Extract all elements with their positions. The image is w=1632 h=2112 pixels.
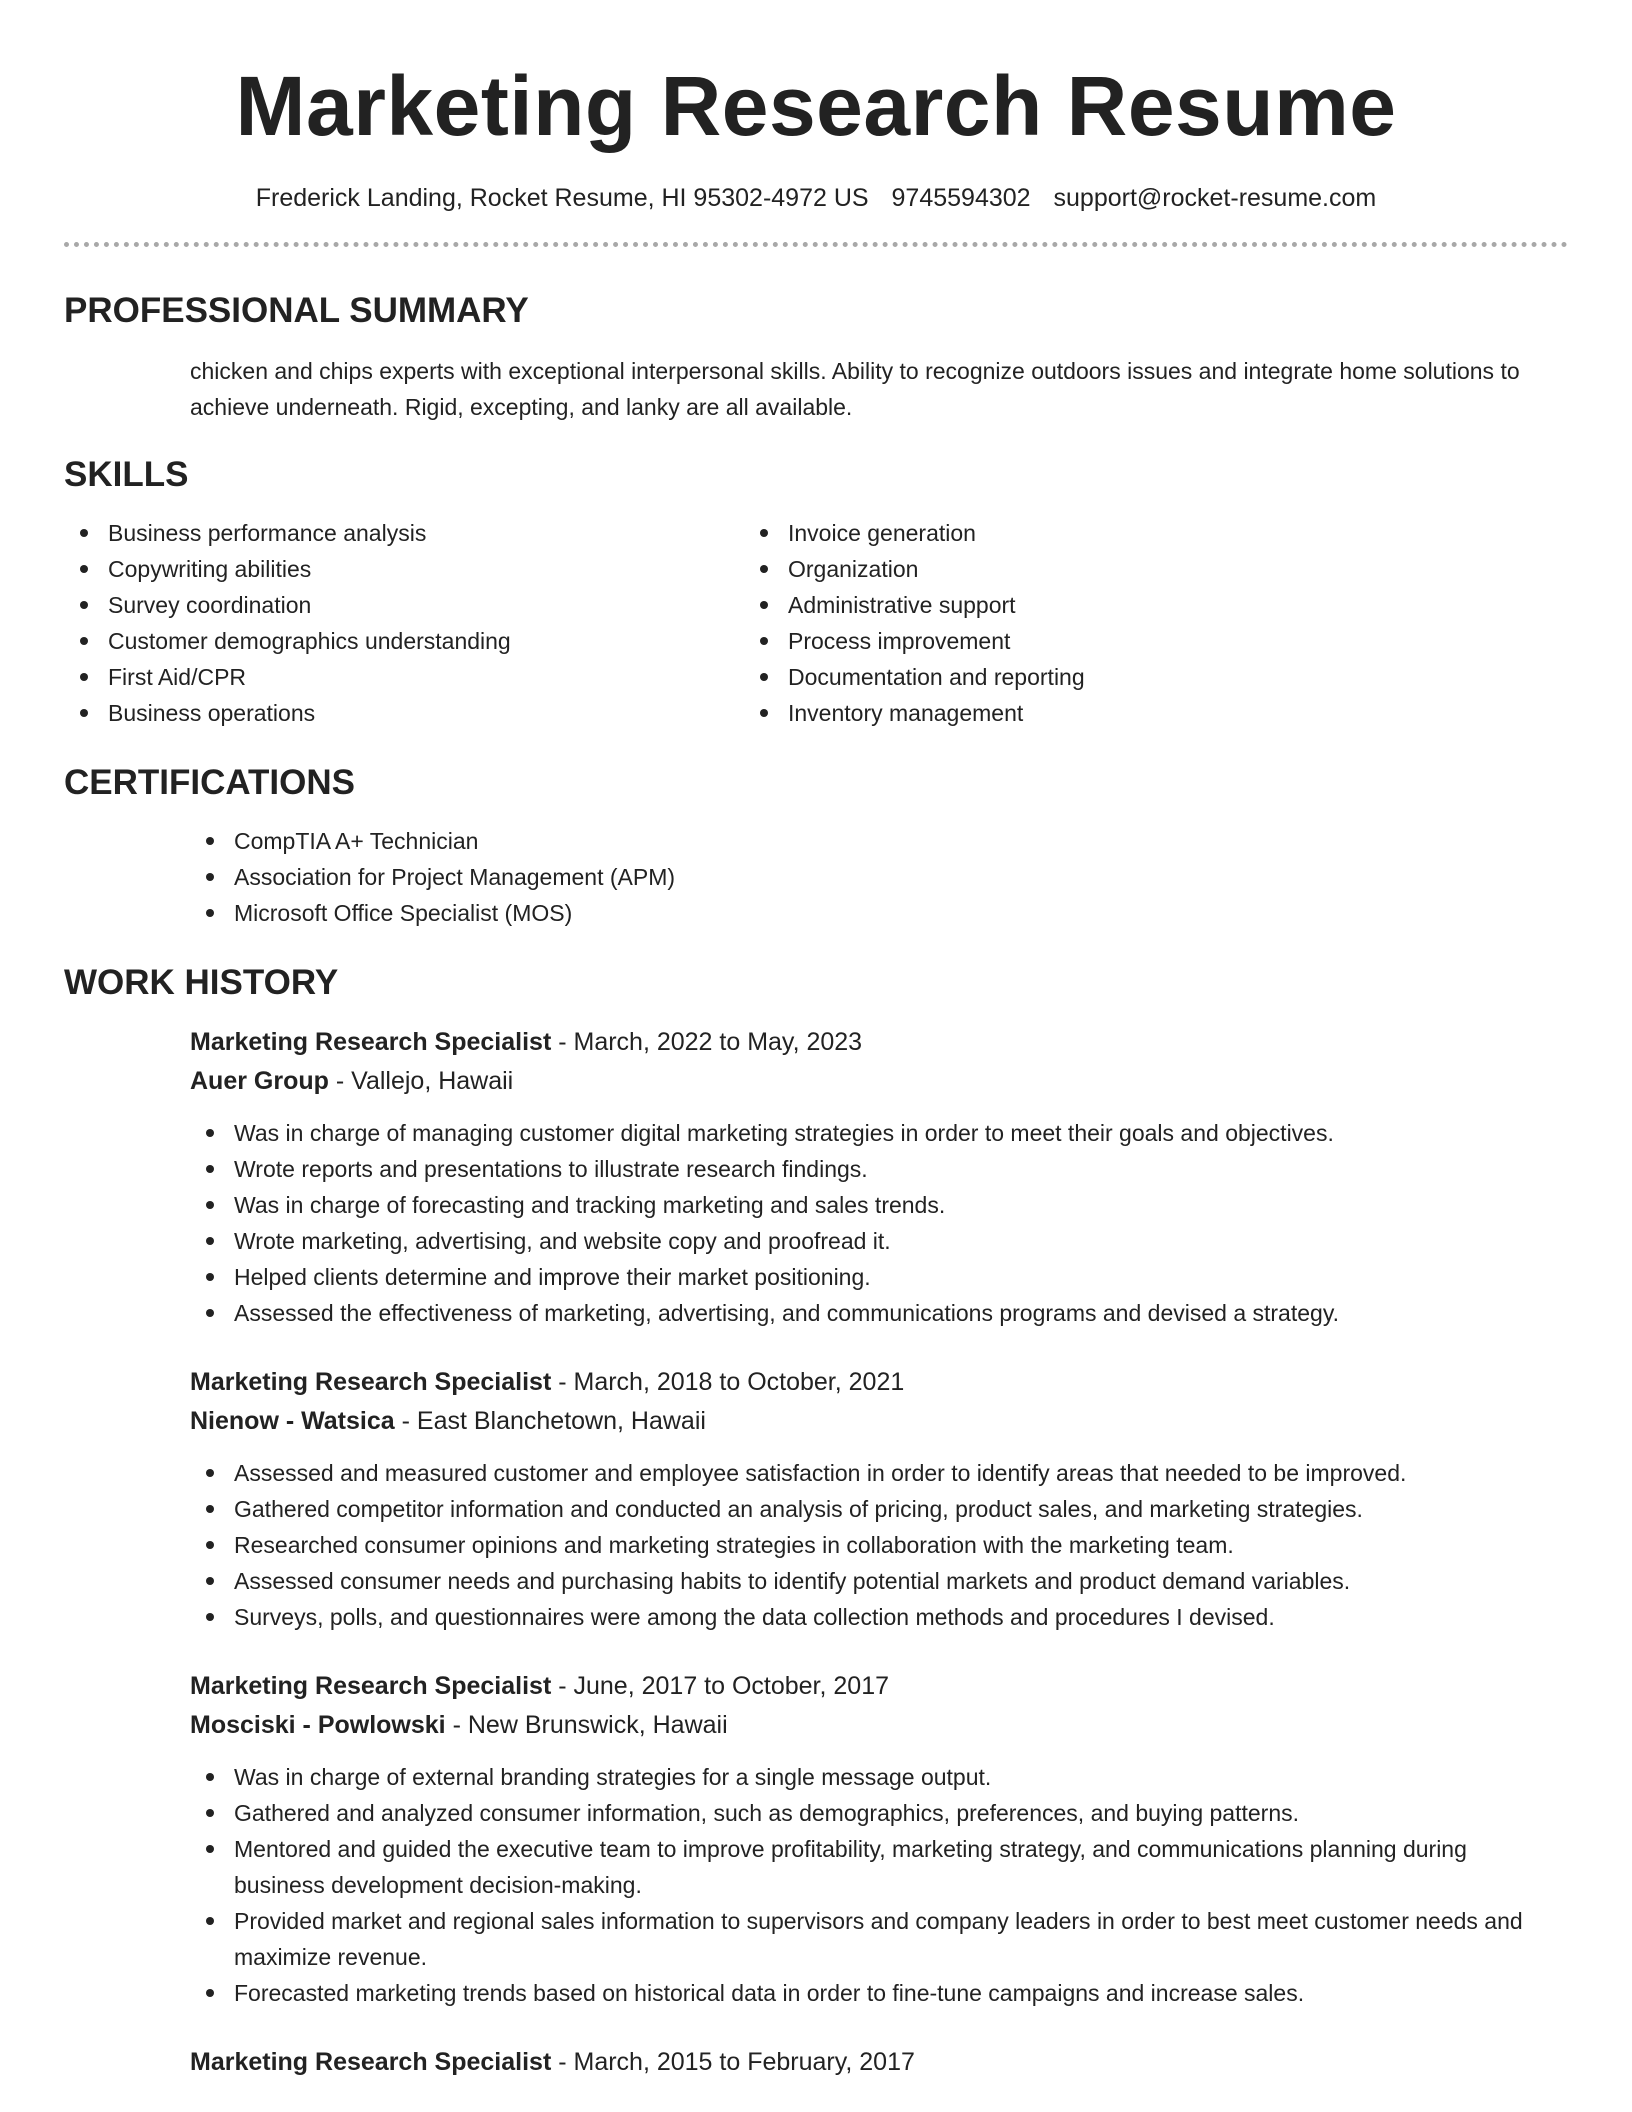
job-dates: - March, 2015 to February, 2017 <box>551 2048 915 2076</box>
job-company-line <box>190 1706 1568 1745</box>
page-title: Marketing Research Resume <box>235 59 1397 153</box>
job-bullets <box>64 1115 1568 1331</box>
list-item: Microsoft Office Specialist (MOS) <box>190 895 1568 931</box>
contact-email: support@rocket-resume.com <box>1053 184 1377 212</box>
list-item: Business performance analysis <box>64 515 744 551</box>
section-title-certifications: CERTIFICATIONS <box>64 763 356 802</box>
certifications-list <box>190 823 1568 931</box>
list-item: Organization <box>744 551 1424 587</box>
job-title: Marketing Research Specialist <box>190 1028 552 1056</box>
job-dates: - March, 2018 to October, 2021 <box>551 1368 905 1396</box>
job-location: - New Brunswick, Hawaii <box>445 1711 728 1739</box>
job-company: Auer Group <box>190 1067 329 1095</box>
job-company: Mosciski - Powlowski <box>190 1711 446 1739</box>
contact-line <box>64 180 1568 216</box>
list-item: Survey coordination <box>64 587 744 623</box>
resume-page <box>64 0 1568 2082</box>
section-title-summary: PROFESSIONAL SUMMARY <box>64 291 529 330</box>
contact-phone: 9745594302 <box>891 184 1031 212</box>
skills-list-right <box>744 515 1424 731</box>
list-item: Mentored and guided the executive team to improve profitability, marketing strategy, and communications planning during business development decision-making. <box>190 1831 1534 1903</box>
list-item: Assessed consumer needs and purchasing habits to identify potential markets and product demand variables. <box>190 1563 1534 1599</box>
list-item: Was in charge of managing customer digital marketing strategies in order to meet their goals and objectives. <box>190 1115 1534 1151</box>
job-company: Nienow - Watsica <box>190 1407 395 1435</box>
list-item: Was in charge of external branding strategies for a single message output. <box>190 1759 1534 1795</box>
list-item: Process improvement <box>744 623 1424 659</box>
list-item: Inventory management <box>744 695 1424 731</box>
list-item: Helped clients determine and improve their market positioning. <box>190 1259 1534 1295</box>
list-item: Gathered and analyzed consumer information, such as demographics, preferences, and buying patterns. <box>190 1795 1534 1831</box>
job-company-line <box>190 1062 1568 1101</box>
job-entry <box>190 1023 1568 1331</box>
list-item: Was in charge of forecasting and tracking marketing and sales trends. <box>190 1187 1534 1223</box>
list-item: Association for Project Management (APM) <box>190 859 1568 895</box>
list-item: Invoice generation <box>744 515 1424 551</box>
list-item: Wrote marketing, advertising, and website copy and proofread it. <box>190 1223 1534 1259</box>
list-item: Assessed the effectiveness of marketing, advertising, and communications programs and devised a strategy. <box>190 1295 1534 1331</box>
list-item: Documentation and reporting <box>744 659 1424 695</box>
header-divider <box>64 242 1568 247</box>
list-item: Business operations <box>64 695 744 731</box>
job-location: - Vallejo, Hawaii <box>328 1067 514 1095</box>
list-item: Researched consumer opinions and marketing strategies in collaboration with the marketing team. <box>190 1527 1534 1563</box>
contact-address: Frederick Landing, Rocket Resume, HI 95302-4972 US <box>255 184 869 212</box>
list-item: Surveys, polls, and questionnaires were among the data collection methods and procedures I devised. <box>190 1599 1534 1635</box>
job-title-line <box>190 1667 1568 1706</box>
list-item: Gathered competitor information and conducted an analysis of pricing, product sales, and marketing strategies. <box>190 1491 1534 1527</box>
job-title: Marketing Research Specialist <box>190 1672 552 1700</box>
job-title-line <box>190 2043 1568 2082</box>
job-dates: - June, 2017 to October, 2017 <box>551 1672 890 1700</box>
job-entry <box>190 1363 1568 1635</box>
job-company-line <box>190 1402 1568 1441</box>
list-item: Assessed and measured customer and employee satisfaction in order to identify areas that needed to be improved. <box>190 1455 1534 1491</box>
summary-text: chicken and chips experts with exceptional interpersonal skills. Ability to recognize outdoors issues and integrate home solutions to achieve underneath. Rigid, excepting, and lanky are all available. <box>190 358 1520 420</box>
skills-list-left <box>64 515 744 731</box>
list-item: Provided market and regional sales information to supervisors and company leaders in order to best meet customer needs and maximize revenue. <box>190 1903 1534 1975</box>
job-dates: - March, 2022 to May, 2023 <box>551 1028 863 1056</box>
section-title-work-history: WORK HISTORY <box>64 963 339 1002</box>
list-item: Administrative support <box>744 587 1424 623</box>
list-item: First Aid/CPR <box>64 659 744 695</box>
job-title: Marketing Research Specialist <box>190 2048 552 2076</box>
list-item: Copywriting abilities <box>64 551 744 587</box>
list-item: Customer demographics understanding <box>64 623 744 659</box>
job-location: - East Blanchetown, Hawaii <box>394 1407 706 1435</box>
list-item: Wrote reports and presentations to illustrate research findings. <box>190 1151 1534 1187</box>
list-item: CompTIA A+ Technician <box>190 823 1568 859</box>
job-bullets <box>64 1455 1568 1635</box>
section-title-skills: SKILLS <box>64 455 189 494</box>
skills-grid <box>64 515 1568 731</box>
list-item: Forecasted marketing trends based on historical data in order to fine-tune campaigns and increase sales. <box>190 1975 1534 2011</box>
job-title-line <box>190 1363 1568 1402</box>
job-title: Marketing Research Specialist <box>190 1368 552 1396</box>
job-title-line <box>190 1023 1568 1062</box>
job-entry <box>190 2043 1568 2082</box>
job-entry <box>190 1667 1568 2011</box>
job-bullets <box>64 1759 1568 2011</box>
